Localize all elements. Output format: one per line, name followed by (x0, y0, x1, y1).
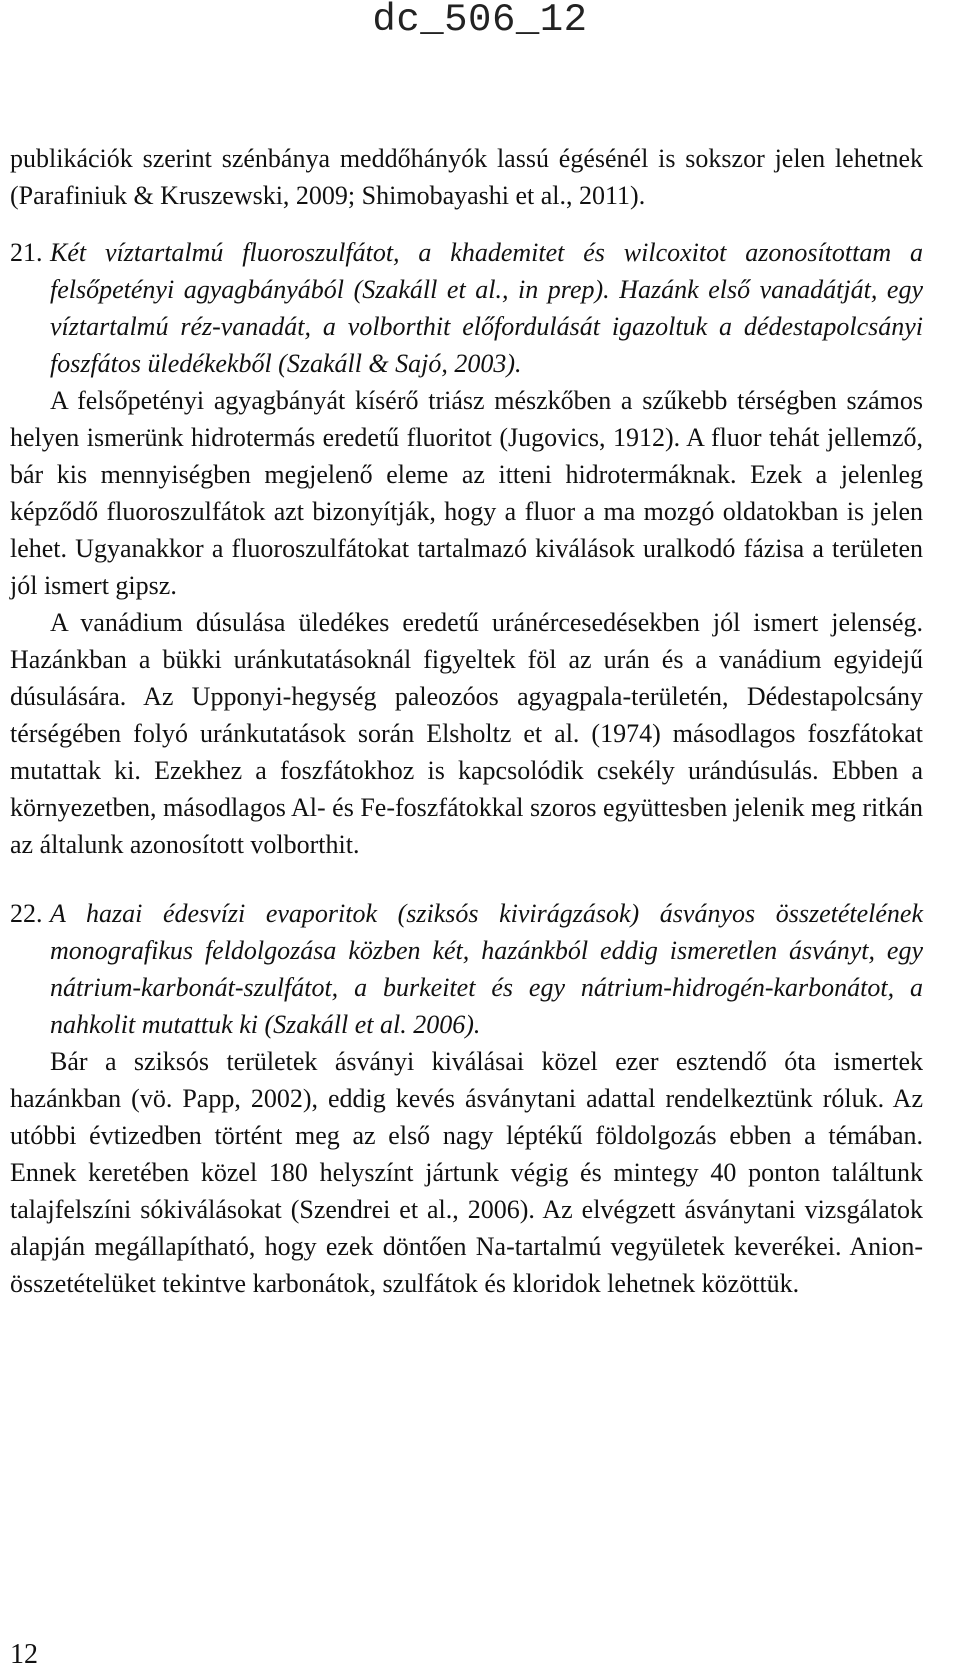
item-text: A hazai édesvízi evaporitok (sziksós kivirágzások) ásványos összetételének monografikus feldolgozása közben két, hazánkból eddig ismeretlen ásványt, egy nátrium-karbonát-szulfátot, a burkeitet és egy nátrium-hidrogén-karbonátot, a nahkolit mutattuk ki (Szakáll et al. 2006). (50, 899, 923, 1039)
paragraph-evaporites: Bár a sziksós területek ásványi kiválásai közel ezer esztendő óta ismertek hazánkban (vö. Papp, 2002), eddig kevés ásványtani adattal rendelkeztünk róluk. Az utóbbi évtizedben történt meg az első nagy léptékű földolgozás ebben a témában. Ennek keretében közel 180 helyszínt jártunk végig és mintegy 40 ponton találtunk talajfelszíni sókiválásokat (Szendrei et al., 2006). Az elvégzett ásványtani vizsgálatok alapján megállapítható, hogy ezek döntően Na-tartalmú vegyületek keverékei. Anion-összetételüket tekintve karbonátok, szulfátok és kloridok lehetnek közöttük. (10, 1047, 923, 1298)
numbered-item-22 (10, 895, 923, 1043)
paragraph-continuation: publikációk szerint szénbánya meddőhányók lassú égésénél is sokszor jelen lehetnek (Parafiniuk & Kruszewski, 2009; Shimobayashi et al., 2011). (10, 144, 923, 210)
item-number: 21. (10, 238, 43, 267)
item-text: Két víztartalmú fluoroszulfátot, a khademitet és wilcoxitot azonosítottam a felsőpetényi agyagbányából (Szakáll et al., in prep). Hazánk első vanadátját, egy víztartalmú réz-vanadát, a volborthit előfordulását igazoltuk a dédestapolcsányi foszfátos üledékekből (Szakáll & Sajó, 2003). (50, 238, 923, 378)
numbered-item-21 (10, 234, 923, 382)
item-number: 22. (10, 899, 43, 928)
body-text (10, 140, 923, 1302)
paragraph-fluorite: A felsőpetényi agyagbányát kísérő triász mészkőben a szűkebb térségben számos helyen ismerünk hidrotermás eredetű fluoritot (Jugovics, 1912). A fluor tehát jellemző, bár kis mennyiségben megjelenő eleme az itteni hidrotermáknak. Ezek a jelenleg képződő fluoroszulfátok azt bizonyítják, hogy a fluor a ma mozgó oldatokban is jelen lehet. Ugyanakkor a fluoroszulfátokat tartalmazó kiválások uralkodó fázisa a területen jól ismert gipsz. (10, 386, 923, 600)
paragraph-vanadium: A vanádium dúsulása üledékes eredetű uránércesedésekben jól ismert jelenség. Hazánkban a bükki uránkutatásoknál figyeltek föl az urán és a vanádium egyidejű dúsulására. Az Upponyi-hegység paleozóos agyagpala-területén, Dédestapolcsány térségében folyó uránkutatások során Elsholtz et al. (1974) másodlagos foszfátokat mutattak ki. Ezekhez a foszfátokhoz is kapcsolódik csekély urándúsulás. Ebben a környezetben, másodlagos Al- és Fe-foszfátokkal szoros együttesben jelenik meg ritkán az általunk azonosított volborthit. (10, 608, 923, 859)
page-number: 12 (10, 1639, 38, 1670)
document-id-header: dc_506_12 (372, 0, 588, 42)
